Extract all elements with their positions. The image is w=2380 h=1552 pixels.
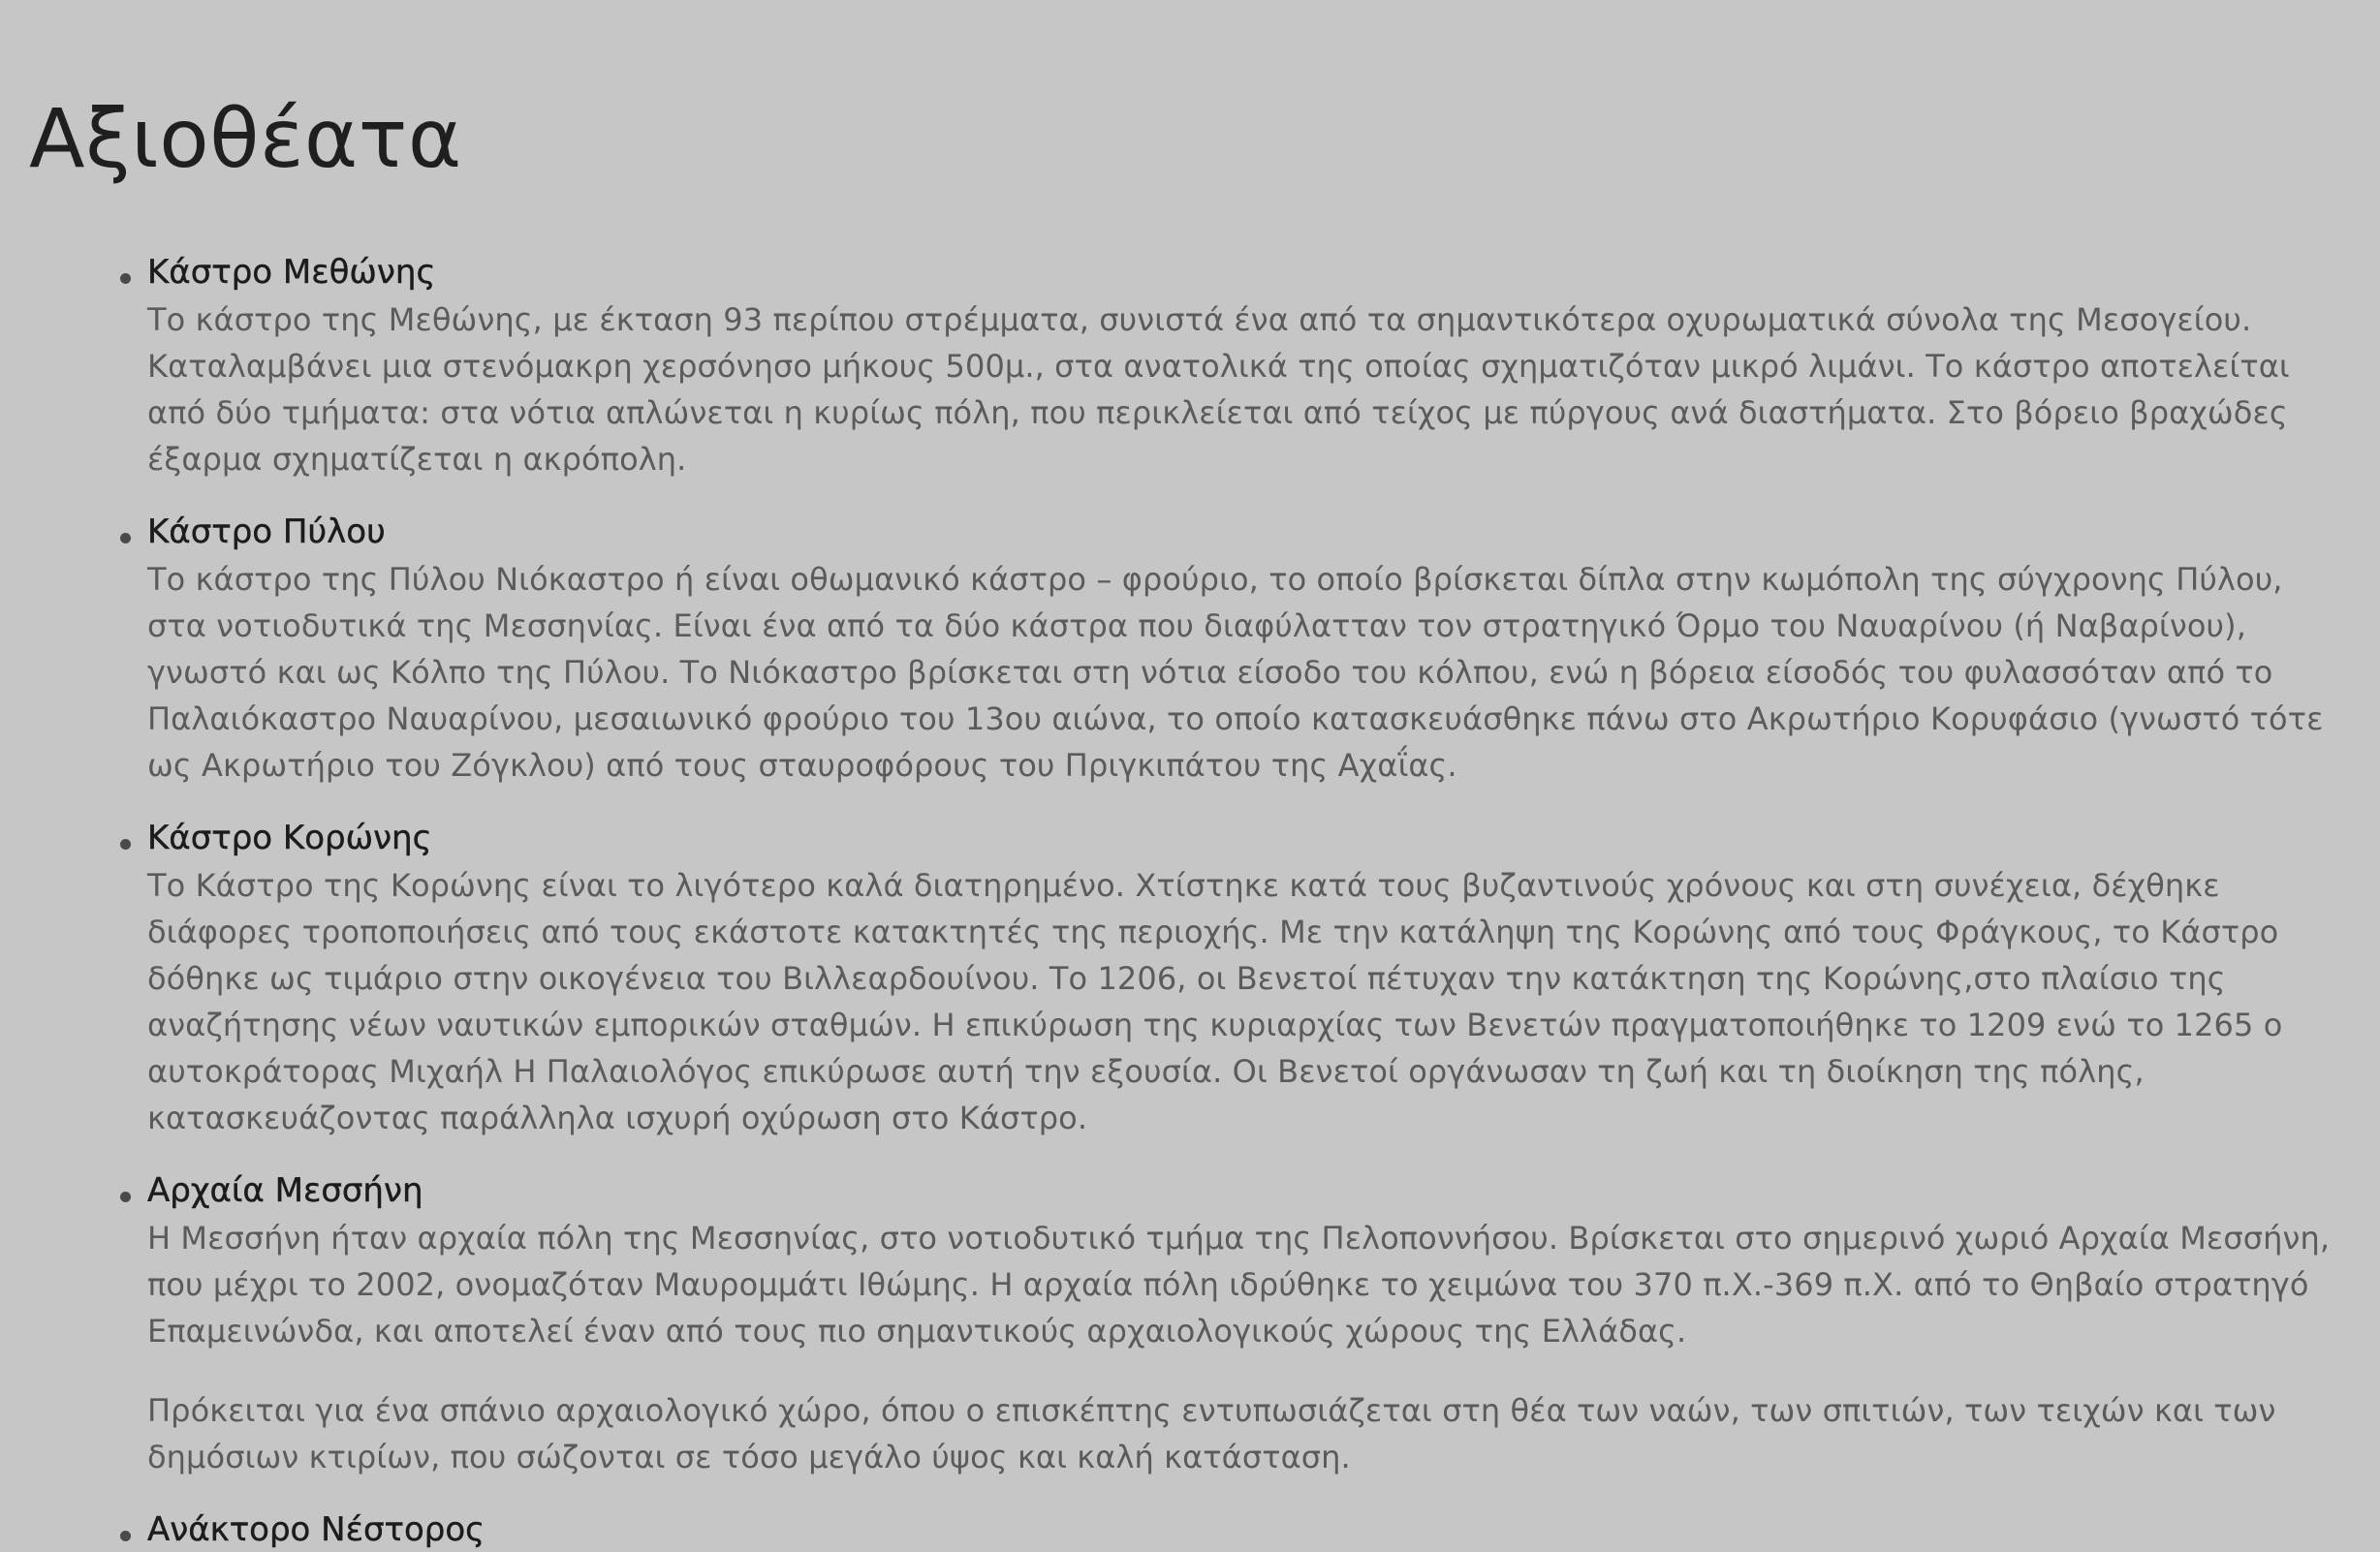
list-item-ancient-messene bbox=[147, 1170, 2337, 1480]
sights-list bbox=[147, 252, 2337, 1552]
sight-description: Το κάστρο της Μεθώνης, με έκταση 93 περίπου στρέμματα, συνιστά ένα από τα σημαντικότερα οχυρωματικά σύνολα της Μεσογείου. Καταλαμβάνει μια στενόμακρη χερσόνησο μήκους 500μ., στα ανατολικά της οποίας σχηματιζόταν μικρό λιμάνι. Το κάστρο αποτελείται από δύο τμήματα: στα νότια απλώνεται η κυρίως πόλη, που περικλείεται από τείχος με πύργους ανά διαστήματα. Στο βόρειο βραχώδες έξαρμα σχηματίζεται η ακρόπολη. bbox=[147, 301, 2290, 478]
list-item-methoni-castle bbox=[147, 252, 2337, 482]
list-item-pylos-castle bbox=[147, 512, 2337, 789]
page-title: Αξιοθέατα bbox=[29, 91, 462, 186]
sight-title: Κάστρο Μεθώνης bbox=[147, 253, 436, 292]
sight-title: Αρχαία Μεσσήνη bbox=[147, 1171, 423, 1210]
sight-title: Κάστρο Κορώνης bbox=[147, 819, 432, 857]
list-item-nestor-palace bbox=[147, 1509, 2337, 1550]
sight-title: Κάστρο Πύλου bbox=[147, 512, 386, 551]
sight-description: Το Κάστρο της Κορώνης είναι το λιγότερο καλά διατηρημένο. Χτίστηκε κατά τους βυζαντινούς χρόνους και στη συνέχεια, δέχθηκε διάφορες τροποποιήσεις από τους εκάστοτε κατακτητές της περιοχής. Με την κατάληψη της Κορώνης από τους Φράγκους, το Κάστρο δόθηκε ως τιμάριο στην οικογένεια του Βιλλεαρδουίνου. Το 1206, οι Βενετοί πέτυχαν την κατάκτηση της Κορώνης,στο πλαίσιο της αναζήτησης νέων ναυτικών εμπορικών σταθμών. Η επικύρωση της κυριαρχίας των Βενετών πραγματοποιήθηκε το 1209 ενώ το 1265 ο αυτοκράτορας Μιχαήλ Η Παλαιολόγος επικύρωσε αυτή την εξουσία. Οι Βενετοί οργάνωσαν τη ζωή και τη διοίκηση της πόλης, κατασκευάζοντας παράλληλα ισχυρή οχύρωση στο Κάστρο. bbox=[147, 867, 2283, 1136]
sight-description-continued: Πρόκειται για ένα σπάνιο αρχαιολογικό χώρο, όπου ο επισκέπτης εντυπωσιάζεται στη θέα των ναών, των σπιτιών, των τειχών και των δημόσιων κτιρίων, που σώζονται σε τόσο μεγάλο ύψος και καλή κατάσταση. bbox=[147, 1392, 2276, 1475]
sight-description: Η Μεσσήνη ήταν αρχαία πόλη της Μεσσηνίας, στο νοτιοδυτικό τμήμα της Πελοποννήσου. Βρίσκεται στο σημερινό χωριό Αρχαία Μεσσήνη, που μέχρι το 2002, ονομαζόταν Μαυρομμάτι Ιθώμης. Η αρχαία πόλη ιδρύθηκε το χειμώνα του 370 π.Χ.-369 π.Χ. από το Θηβαίο στρατηγό Επαμεινώνδα, και αποτελεί έναν από τους πιο σημαντικούς αρχαιολογικούς χώρους της Ελλάδας. bbox=[147, 1220, 2331, 1350]
sight-title: Ανάκτορο Νέστορος bbox=[147, 1510, 485, 1549]
sight-description: Το κάστρο της Πύλου Νιόκαστρο ή είναι οθωμανικό κάστρο – φρούριο, το οποίο βρίσκεται δίπλα στην κωμόπολη της σύγχρονης Πύλου, στα νοτιοδυτικά της Μεσσηνίας. Είναι ένα από τα δύο κάστρα που διαφύλατταν τον στρατηγικό Όρμο του Ναυαρίνου (ή Ναβαρίνου), γνωστό και ως Κόλπο της Πύλου. Το Νιόκαστρο βρίσκεται στη νότια είσοδο του κόλπου, ενώ η βόρεια είσοδός του φυλασσόταν από το Παλαιόκαστρο Ναυαρίνου, μεσαιωνικό φρούριο του 13ου αιώνα, το οποίο κατασκευάσθηκε πάνω στο Ακρωτήριο Κορυφάσιο (γνωστό τότε ως Ακρωτήριο του Ζόγκλου) από τους σταυροφόρους του Πριγκιπάτου της Αχαΐας. bbox=[147, 561, 2324, 784]
list-item-koroni-castle bbox=[147, 818, 2337, 1141]
